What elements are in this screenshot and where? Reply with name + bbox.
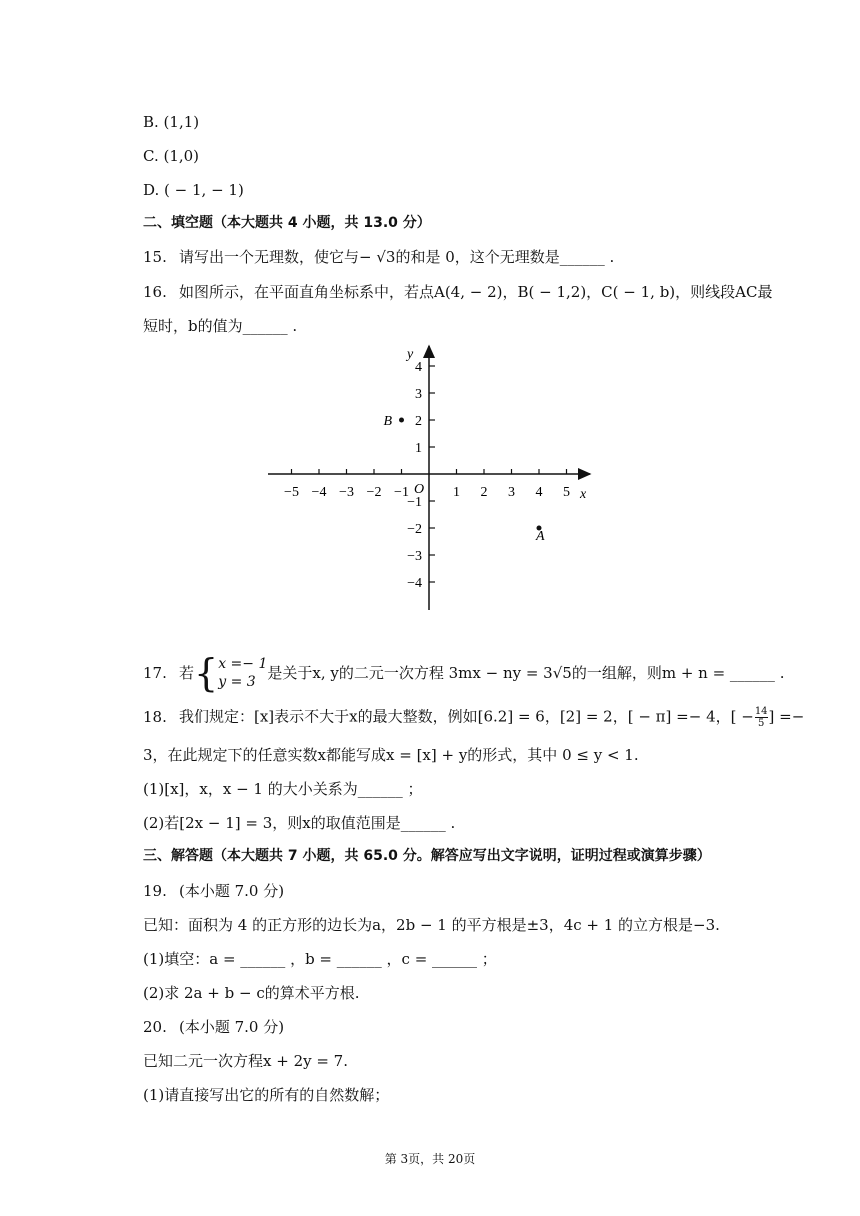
option-d: D. ( − 1, − 1) <box>143 181 244 199</box>
y-tick-label: 2 <box>415 414 422 429</box>
question-text: 我们规定：[x]表示不大于x的最大整数，例如[6.2] = 6，[2] = 2，[ − π] =− 4，[ − <box>179 707 754 726</box>
question-number: 16. <box>143 283 167 301</box>
point-b-label: B <box>383 414 393 429</box>
origin-label: O <box>414 482 425 497</box>
question-number: 18. <box>143 707 167 726</box>
fraction-denominator: 5 <box>757 718 765 729</box>
page-footer: 第 3页，共 20页 <box>384 1152 476 1166</box>
system-equation-1: x =− 1 <box>218 656 268 672</box>
y-tick-label: −3 <box>407 549 422 564</box>
question-19-given: 已知：面积为 4 的正方形的边长为a，2b − 1 的平方根是±3，4c + 1 的立方根是−3. <box>143 916 720 934</box>
x-tick-label: −4 <box>311 485 327 500</box>
y-tick-label: −2 <box>407 522 422 537</box>
question-19 <box>143 881 284 901</box>
point-b-dot <box>399 418 404 423</box>
question-number: 19. <box>143 882 167 900</box>
x-tick-label: 4 <box>535 485 543 500</box>
x-axis-label: x <box>580 487 587 502</box>
question-20-part1: (1)请直接写出它的所有的自然数解； <box>143 1086 390 1104</box>
y-tick-label: 1 <box>415 441 422 456</box>
x-tick-label: −1 <box>394 485 409 500</box>
question-15 <box>143 247 614 267</box>
option-c: C. (1,0) <box>143 147 200 165</box>
question-16 <box>143 282 772 302</box>
x-tick-label: 1 <box>453 485 460 500</box>
section2-heading: 二、填空题（本大题共 4 小题，共 13.0 分） <box>143 215 431 231</box>
point-a-label: A <box>536 529 545 544</box>
question-19-part2: (2)求 2a + b − c的算术平方根. <box>143 984 360 1002</box>
question-17 <box>143 651 785 695</box>
section3-heading: 三、解答题（本大题共 7 小题，共 65.0 分。解答应写出文字说明，证明过程或演算步骤） <box>143 848 711 864</box>
y-axis-label: y <box>407 347 414 362</box>
x-tick-label: 5 <box>563 485 570 500</box>
question-18-part2: (2)若[2x − 1] = 3，则x的取值范围是______ . <box>143 814 456 832</box>
x-tick-label: −3 <box>339 485 354 500</box>
question-text-end: ] =− <box>768 707 805 726</box>
x-tick-label: −5 <box>284 485 299 500</box>
question-text: 请写出一个无理数，使它与− √3的和是 0，这个无理数是______ . <box>179 248 615 266</box>
question-score: (本小题 7.0 分) <box>179 882 285 900</box>
y-tick-label: 3 <box>415 387 422 402</box>
question-text: 如图所示，在平面直角坐标系中，若点A(4, − 2)，B( − 1,2)，C( − 1, b)，则线段AC最 <box>179 283 773 301</box>
y-tick-label: −1 <box>407 495 422 510</box>
question-number: 17. <box>143 664 167 682</box>
question-20 <box>143 1017 284 1037</box>
y-tick-label: −4 <box>407 576 422 591</box>
question-18-part1: (1)[x]，x，x − 1 的大小关系为______ ； <box>143 780 423 798</box>
question-number: 15. <box>143 248 167 266</box>
system-equation-2: y = 3 <box>218 674 256 690</box>
x-tick-label: 3 <box>508 485 515 500</box>
system-brace: { <box>194 651 219 695</box>
x-tick-label: 2 <box>480 485 488 500</box>
option-b: B. (1,1) <box>143 113 200 131</box>
question-20-given: 已知二元一次方程x + 2y = 7. <box>143 1052 348 1070</box>
question-score: (本小题 7.0 分) <box>179 1018 285 1036</box>
question-18-line2: 3，在此规定下的任意实数x都能写成x = [x] + y的形式，其中 0 ≤ y < 1. <box>143 746 639 764</box>
y-tick-label: 4 <box>415 360 422 375</box>
question-text: 是关于x, y的二元一次方程 3mx − ny = 3√5的一组解，则m + n = ______ . <box>267 664 785 682</box>
question-number: 20. <box>143 1018 167 1036</box>
question-19-part1: (1)填空：a = ______ ，b = ______ ，c = ______ ； <box>143 950 497 968</box>
question-prefix: 若 <box>179 664 195 682</box>
question-18 <box>143 706 804 729</box>
x-tick-label: −2 <box>366 485 382 500</box>
question-16-line2: 短时，b的值为______ . <box>143 317 298 335</box>
fraction-numerator: 14 <box>754 706 768 717</box>
coordinate-figure <box>260 338 600 618</box>
